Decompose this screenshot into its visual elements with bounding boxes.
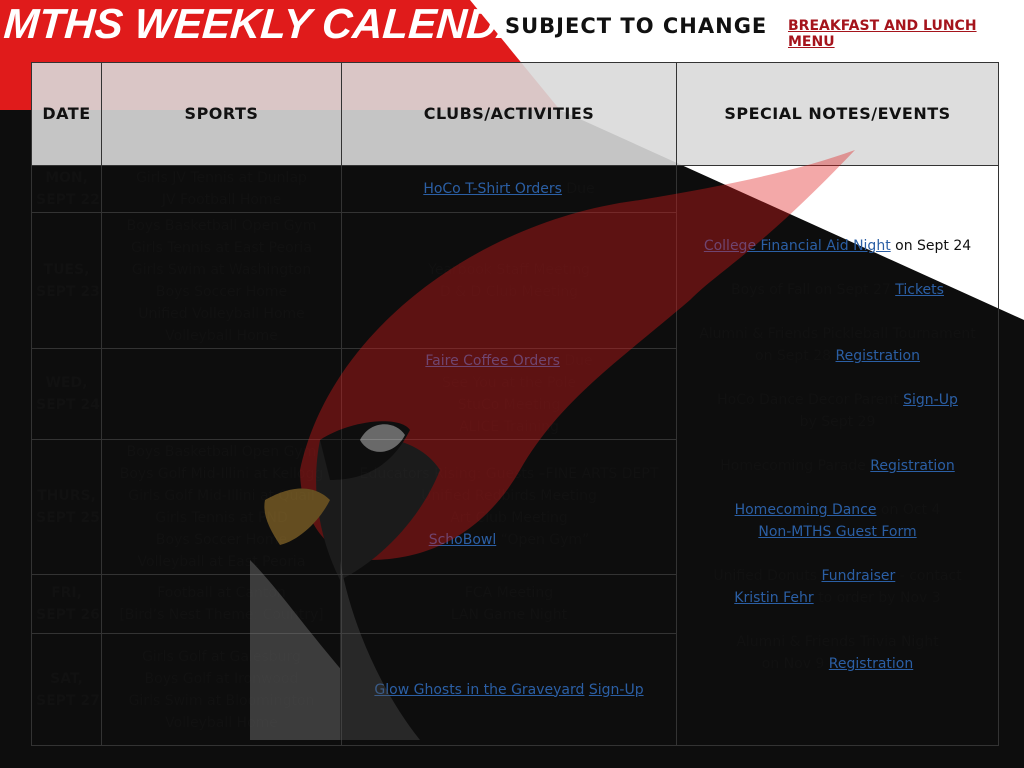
note-text: on Nov 9 bbox=[761, 656, 829, 672]
note-item bbox=[681, 565, 994, 609]
note-link[interactable]: Registration bbox=[835, 348, 920, 364]
note-link[interactable]: Non-MTHS Guest Form bbox=[758, 524, 917, 540]
clubs-cell bbox=[342, 634, 677, 746]
sports-event: Volleyball Home bbox=[165, 327, 278, 344]
sports-event: Football at Canton bbox=[157, 585, 286, 601]
note-text: to order by Nov 3 bbox=[813, 590, 941, 606]
club-activity bbox=[346, 281, 672, 303]
club-text: ALICE Training bbox=[459, 419, 559, 435]
club-text: LAN Game Night bbox=[450, 607, 568, 623]
note-text: Boys of Fall on Sept 27 bbox=[731, 282, 896, 298]
note-item bbox=[681, 455, 994, 477]
date-cell bbox=[32, 349, 102, 440]
note-text: on Sept 28 bbox=[755, 348, 836, 364]
club-text: FCA Meeting bbox=[464, 585, 554, 601]
column-header-date: DATE bbox=[32, 63, 102, 166]
clubs-cell bbox=[342, 440, 677, 575]
note-link[interactable]: Fundraiser bbox=[821, 568, 896, 584]
day-label: WED, bbox=[45, 375, 88, 391]
club-activity bbox=[346, 178, 672, 200]
day-label: FRI, bbox=[51, 585, 82, 601]
note-text: - contact bbox=[895, 568, 962, 584]
club-text: Unified Redbirds Meeting bbox=[421, 488, 597, 504]
club-activity bbox=[346, 372, 672, 394]
note-item bbox=[681, 323, 994, 367]
club-activity bbox=[346, 394, 672, 416]
club-activity bbox=[346, 529, 672, 551]
column-header-sports: SPORTS bbox=[102, 63, 342, 166]
sports-cell bbox=[102, 213, 342, 349]
note-item bbox=[681, 389, 994, 433]
note-text: Alumni & Friends Pickleball Tournament bbox=[699, 326, 976, 342]
note-item bbox=[681, 235, 994, 257]
club-text: Due bbox=[561, 181, 595, 197]
day-label: THURS, bbox=[37, 488, 96, 504]
sports-cell bbox=[102, 166, 342, 213]
sports-event: Boys Golf at Ironwood bbox=[144, 670, 299, 687]
note-item bbox=[681, 279, 994, 301]
date-label: SEPT 22 bbox=[36, 192, 100, 208]
date-label: SEPT 26 bbox=[36, 607, 100, 623]
date-cell bbox=[32, 213, 102, 349]
club-text: See You at the Pole bbox=[441, 375, 577, 391]
sports-event: JV Football Home bbox=[161, 192, 282, 208]
club-link[interactable]: HoCo T-Shirt Orders bbox=[423, 181, 562, 197]
sports-event: Volleyball at East Peoria bbox=[137, 554, 306, 570]
sports-event: [Bird’s Nest Theme: Country] bbox=[119, 607, 324, 623]
sports-event: Boys Soccer Home bbox=[155, 532, 288, 548]
club-link[interactable]: SchoBowl bbox=[428, 532, 497, 548]
sports-event: Boys Basketball Open Gym bbox=[126, 217, 317, 234]
club-text: StuCo Meeting bbox=[457, 397, 561, 413]
club-text: Yearbook Staff Meeting bbox=[428, 261, 590, 278]
club-text: Educators Rising: Guests –FINE ARTS DEPT bbox=[359, 466, 659, 482]
note-link[interactable]: Homecoming Dance bbox=[734, 502, 877, 518]
date-cell bbox=[32, 440, 102, 575]
breakfast-lunch-menu-link[interactable]: BREAKFAST AND LUNCH MENU bbox=[788, 18, 977, 50]
note-item bbox=[681, 499, 994, 543]
note-text: on Sept 24 bbox=[890, 238, 972, 254]
club-text: D & D Club Meeting bbox=[439, 283, 579, 300]
date-label: SEPT 24 bbox=[36, 397, 100, 413]
note-text: Alumni & Friends Trivia Night bbox=[736, 634, 939, 650]
date-label: SEPT 25 bbox=[36, 510, 100, 526]
club-activity bbox=[346, 416, 672, 438]
note-text: Unified Donuts bbox=[713, 568, 822, 584]
sports-event: Girls Golf at Galesburg bbox=[142, 648, 301, 665]
date-cell bbox=[32, 634, 102, 746]
day-label: MON, bbox=[45, 170, 88, 186]
club-activity bbox=[346, 679, 672, 701]
sports-event: Boys Soccer Home bbox=[155, 283, 288, 300]
note-link[interactable]: Tickets bbox=[895, 282, 944, 298]
note-text: HoCo Dance Decor Parent bbox=[717, 392, 904, 408]
club-activity bbox=[346, 507, 672, 529]
club-activity bbox=[346, 350, 672, 372]
clubs-cell bbox=[342, 166, 677, 213]
page-title: MTHS WEEKLY CALENDAR bbox=[2, 0, 560, 47]
column-header-clubs: CLUBS/ACTIVITIES bbox=[342, 63, 677, 166]
subject-to-change-label: SUBJECT TO CHANGE bbox=[505, 14, 768, 38]
sports-cell bbox=[102, 349, 342, 440]
sports-event: Boys Basketball Open Gym bbox=[126, 444, 317, 460]
date-label: SEPT 27 bbox=[36, 692, 100, 709]
note-link[interactable]: Kristin Fehr bbox=[734, 590, 814, 606]
header-row bbox=[32, 63, 999, 166]
sports-event: Girls Golf Mid-Illini at Quail bbox=[128, 488, 315, 504]
club-text: Due bbox=[559, 353, 593, 369]
clubs-cell bbox=[342, 213, 677, 349]
sports-cell bbox=[102, 575, 342, 634]
day-label: TUES, bbox=[43, 261, 90, 278]
clubs-cell bbox=[342, 349, 677, 440]
note-link[interactable]: Registration bbox=[828, 656, 914, 672]
sports-event: Girls JV Tennis at Dunlap bbox=[136, 170, 307, 186]
sports-event: Girls Tennis at PND bbox=[155, 510, 288, 526]
sports-event: Girls Swim at Bloomington bbox=[128, 692, 315, 709]
date-label: SEPT 23 bbox=[36, 283, 100, 300]
sports-event: Girls Tennis at East Peoria bbox=[131, 239, 312, 256]
date-cell bbox=[32, 166, 102, 213]
club-activity bbox=[346, 604, 672, 626]
signup-link[interactable]: Sign-Up bbox=[588, 681, 644, 698]
note-link[interactable]: Sign-Up bbox=[903, 392, 958, 408]
club-text: Art Club Meeting bbox=[450, 510, 568, 526]
club-activity bbox=[346, 582, 672, 604]
calendar-body bbox=[32, 166, 999, 746]
clubs-cell bbox=[342, 575, 677, 634]
sports-cell bbox=[102, 440, 342, 575]
special-notes-cell bbox=[677, 166, 999, 746]
note-text: Homecoming Parade bbox=[720, 458, 871, 474]
club-link[interactable]: Glow Ghosts in the Graveyard bbox=[374, 681, 585, 698]
sports-event: Unified Volleyball Home bbox=[138, 305, 305, 322]
club-activity bbox=[346, 485, 672, 507]
sports-event: Boys Golf Mid-Illini at Kellogg bbox=[119, 466, 324, 482]
sports-event: Volleyball Home bbox=[165, 714, 278, 731]
sports-cell bbox=[102, 634, 342, 746]
weekly-calendar-table bbox=[31, 62, 999, 746]
sports-event: Girls Swim at Washington bbox=[131, 261, 312, 278]
column-header-notes: SPECIAL NOTES/EVENTS bbox=[677, 63, 999, 166]
note-link[interactable]: College Financial Aid Night bbox=[703, 238, 891, 254]
day-label: SAT, bbox=[50, 670, 83, 687]
club-activity bbox=[346, 259, 672, 281]
club-link[interactable]: Faire Coffee Orders bbox=[425, 353, 560, 369]
date-cell bbox=[32, 575, 102, 634]
club-activity bbox=[346, 463, 672, 485]
club-text: “Open Gym” bbox=[496, 532, 590, 548]
note-text: on Oct 4 bbox=[876, 502, 941, 518]
note-text: by Sept 29 bbox=[799, 414, 876, 430]
calendar-row bbox=[32, 166, 999, 213]
note-link[interactable]: Registration bbox=[870, 458, 955, 474]
note-item bbox=[681, 631, 994, 675]
